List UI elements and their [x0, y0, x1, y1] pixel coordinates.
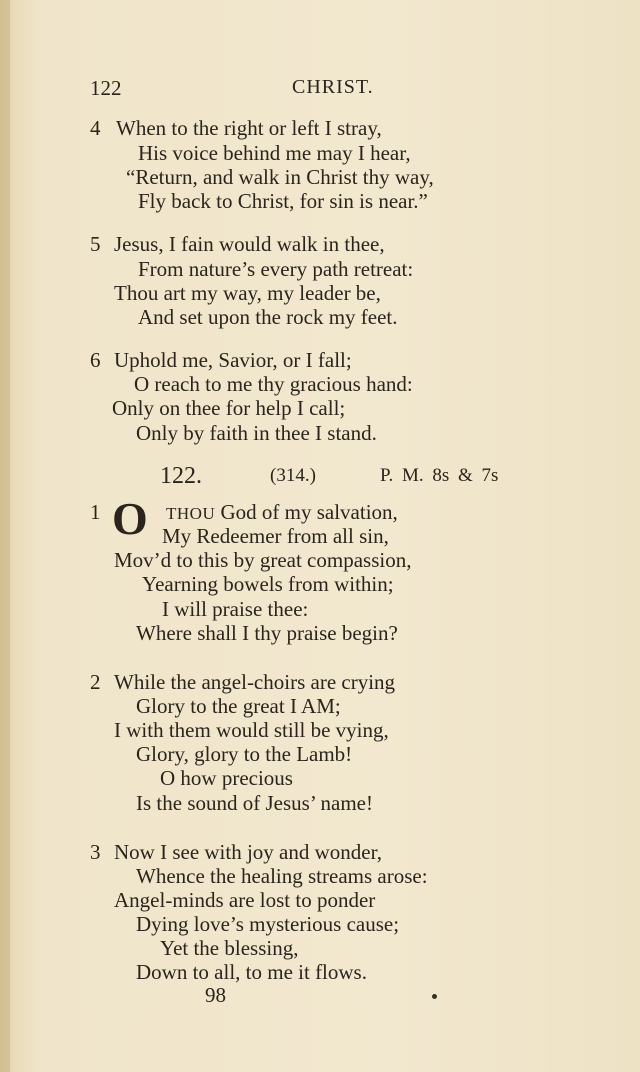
verse-line: Fly back to Christ, for sin is near.” [138, 189, 428, 213]
verse-number: 2 [90, 670, 101, 694]
ink-dot [432, 994, 437, 999]
verse-line: “Return, and walk in Christ thy way, [126, 165, 434, 189]
verse-line: I will praise thee: [162, 597, 309, 621]
tune-reference: (314.) [270, 465, 316, 486]
verse-line: O reach to me thy gracious hand: [134, 372, 413, 396]
verse-line: Only on thee for help I call; [112, 396, 346, 420]
verse-line: My Redeemer from all sin, [162, 524, 389, 548]
hymn-meter: P. M. 8s & 7s [380, 465, 499, 486]
verse-line: Uphold me, Savior, or I fall; [114, 348, 352, 372]
hymn-heading [160, 463, 560, 493]
verse-number: 1 [90, 500, 101, 524]
verse-line: Where shall I thy praise begin? [136, 621, 398, 645]
verse-line: Yearning bowels from within; [142, 572, 394, 596]
verse-line: Only by faith in thee I stand. [136, 421, 377, 445]
verse-line: From nature’s every path retreat: [138, 257, 414, 281]
verse-line: Glory, glory to the Lamb! [136, 742, 353, 766]
verse-line: His voice behind me may I hear, [138, 141, 411, 165]
verse-line: Dying love’s mysterious cause; [136, 912, 400, 936]
hymn-number: 122. [160, 463, 202, 489]
drop-cap: O [112, 493, 148, 544]
verse-line: And set upon the rock my feet. [138, 305, 398, 329]
verse-line: Thou art my way, my leader be, [114, 281, 381, 305]
signature-mark: 98 [205, 983, 226, 1007]
verse-line: Angel-minds are lost to ponder [114, 888, 376, 912]
verse-line: Whence the healing streams arose: [136, 864, 428, 888]
verse-line [166, 500, 398, 526]
verse-line: O how precious [160, 766, 293, 790]
first-line-rest: God of my salvation, [220, 500, 398, 524]
page-number: 122 [90, 76, 122, 100]
verse-number: 5 [90, 232, 101, 256]
running-title: CHRIST. [292, 76, 374, 98]
verse-line: Mov’d to this by great compassion, [114, 548, 412, 572]
verse-line: While the angel-choirs are crying [114, 670, 396, 694]
verse-line: I with them would still be vying, [114, 718, 389, 742]
first-word-caps: THOU [166, 504, 216, 523]
verse-line: Glory to the great I AM; [136, 694, 341, 718]
verse-line: Yet the blessing, [160, 936, 299, 960]
verse-line: Is the sound of Jesus’ name! [136, 791, 373, 815]
verse-number: 3 [90, 840, 101, 864]
verse-number: 4 [90, 116, 101, 140]
verse-number: 6 [90, 348, 101, 372]
verse-line: Jesus, I fain would walk in thee, [114, 232, 385, 256]
verse-line: Down to all, to me it flows. [136, 960, 367, 984]
page-edge [0, 0, 10, 1072]
verse-line: When to the right or left I stray, [116, 116, 382, 140]
running-header [90, 76, 560, 106]
verse-line: Now I see with joy and wonder, [114, 840, 383, 864]
